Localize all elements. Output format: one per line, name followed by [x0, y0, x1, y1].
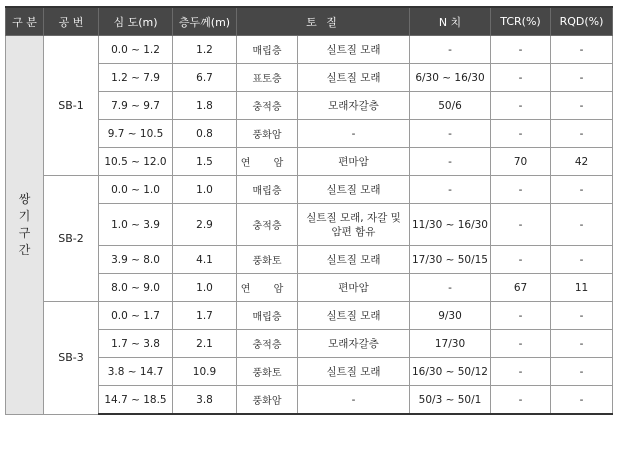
soil-description-cell: 실트질 모래	[298, 302, 410, 330]
header-n-value: N 치	[410, 7, 491, 36]
depth-cell: 1.7 ~ 3.8	[99, 330, 173, 358]
layer-cell: 매립층	[237, 302, 298, 330]
tcr-cell: -	[491, 246, 551, 274]
n-value-cell: -	[410, 274, 491, 302]
n-value-cell: -	[410, 36, 491, 64]
thickness-cell: 1.2	[173, 36, 237, 64]
rqd-cell: -	[551, 246, 613, 274]
depth-cell: 3.8 ~ 14.7	[99, 358, 173, 386]
n-value-cell: 11/30 ~ 16/30	[410, 204, 491, 246]
depth-cell: 1.2 ~ 7.9	[99, 64, 173, 92]
layer-cell: 연 암	[237, 274, 298, 302]
header-rqd: RQD(%)	[551, 7, 613, 36]
depth-cell: 7.9 ~ 9.7	[99, 92, 173, 120]
rqd-cell: -	[551, 358, 613, 386]
tcr-cell: -	[491, 302, 551, 330]
thickness-cell: 3.8	[173, 386, 237, 415]
header-soil: 토 질	[237, 7, 410, 36]
soil-description-cell: 실트질 모래	[298, 246, 410, 274]
depth-cell: 1.0 ~ 3.9	[99, 204, 173, 246]
tcr-cell: -	[491, 64, 551, 92]
header-depth: 심 도(m)	[99, 7, 173, 36]
n-value-cell: -	[410, 120, 491, 148]
soil-description-cell: 실트질 모래	[298, 36, 410, 64]
section-label: 쌍 기 구 간	[18, 191, 31, 257]
table-row	[6, 36, 613, 64]
header-thickness: 층두께(m)	[173, 7, 237, 36]
soil-description-cell: 실트질 모래	[298, 64, 410, 92]
soil-description-cell: -	[298, 386, 410, 415]
layer-cell: 풍화토	[237, 246, 298, 274]
table-row	[6, 176, 613, 204]
table-row	[6, 302, 613, 330]
tcr-cell: 67	[491, 274, 551, 302]
soil-description-cell: 실트질 모래, 자갈 및 암편 함유	[298, 204, 410, 246]
header-tcr: TCR(%)	[491, 7, 551, 36]
tcr-cell: -	[491, 36, 551, 64]
n-value-cell: 9/30	[410, 302, 491, 330]
depth-cell: 14.7 ~ 18.5	[99, 386, 173, 415]
rqd-cell: -	[551, 386, 613, 415]
rqd-cell: -	[551, 92, 613, 120]
header-section: 구 분	[6, 7, 44, 36]
thickness-cell: 1.8	[173, 92, 237, 120]
depth-cell: 0.0 ~ 1.2	[99, 36, 173, 64]
rqd-cell: -	[551, 302, 613, 330]
thickness-cell: 1.0	[173, 176, 237, 204]
borehole-id: SB-3	[44, 302, 99, 415]
tcr-cell: -	[491, 386, 551, 415]
thickness-cell: 1.0	[173, 274, 237, 302]
thickness-cell: 2.1	[173, 330, 237, 358]
n-value-cell: 17/30	[410, 330, 491, 358]
depth-cell: 3.9 ~ 8.0	[99, 246, 173, 274]
layer-cell: 표토층	[237, 64, 298, 92]
rqd-cell: -	[551, 36, 613, 64]
section-cell	[6, 36, 44, 415]
thickness-cell: 10.9	[173, 358, 237, 386]
rqd-cell: -	[551, 120, 613, 148]
n-value-cell: -	[410, 148, 491, 176]
soil-description-cell: 편마암	[298, 274, 410, 302]
thickness-cell: 2.9	[173, 204, 237, 246]
depth-cell: 0.0 ~ 1.7	[99, 302, 173, 330]
borehole-id: SB-1	[44, 36, 99, 176]
depth-cell: 8.0 ~ 9.0	[99, 274, 173, 302]
depth-cell: 10.5 ~ 12.0	[99, 148, 173, 176]
tcr-cell: -	[491, 204, 551, 246]
rqd-cell: 11	[551, 274, 613, 302]
header-hole: 공 번	[44, 7, 99, 36]
tcr-cell: -	[491, 358, 551, 386]
layer-cell: 충적층	[237, 204, 298, 246]
rqd-cell: -	[551, 64, 613, 92]
thickness-cell: 4.1	[173, 246, 237, 274]
thickness-cell: 1.7	[173, 302, 237, 330]
borehole-id: SB-2	[44, 176, 99, 302]
soil-description-cell: 실트질 모래	[298, 176, 410, 204]
layer-cell: 풍화암	[237, 120, 298, 148]
depth-cell: 0.0 ~ 1.0	[99, 176, 173, 204]
tcr-cell: 70	[491, 148, 551, 176]
soil-description-cell: 모래자갈층	[298, 330, 410, 358]
tcr-cell: -	[491, 176, 551, 204]
rqd-cell: -	[551, 204, 613, 246]
layer-cell: 풍화암	[237, 386, 298, 415]
rqd-cell: -	[551, 330, 613, 358]
header-row	[6, 7, 613, 36]
n-value-cell: 17/30 ~ 50/15	[410, 246, 491, 274]
tcr-cell: -	[491, 330, 551, 358]
thickness-cell: 0.8	[173, 120, 237, 148]
tcr-cell: -	[491, 120, 551, 148]
n-value-cell: 50/3 ~ 50/1	[410, 386, 491, 415]
layer-cell: 풍화토	[237, 358, 298, 386]
soil-description-cell: -	[298, 120, 410, 148]
depth-cell: 9.7 ~ 10.5	[99, 120, 173, 148]
soil-description-cell: 실트질 모래	[298, 358, 410, 386]
n-value-cell: 50/6	[410, 92, 491, 120]
borehole-table-container	[5, 6, 613, 415]
soil-description-cell: 모래자갈층	[298, 92, 410, 120]
n-value-cell: 16/30 ~ 50/12	[410, 358, 491, 386]
layer-cell: 매립층	[237, 176, 298, 204]
rqd-cell: 42	[551, 148, 613, 176]
layer-cell: 매립층	[237, 36, 298, 64]
n-value-cell: -	[410, 176, 491, 204]
n-value-cell: 6/30 ~ 16/30	[410, 64, 491, 92]
thickness-cell: 1.5	[173, 148, 237, 176]
layer-cell: 충적층	[237, 92, 298, 120]
layer-cell: 연 암	[237, 148, 298, 176]
soil-description-cell: 편마암	[298, 148, 410, 176]
layer-cell: 충적층	[237, 330, 298, 358]
borehole-summary-table	[5, 6, 613, 415]
tcr-cell: -	[491, 92, 551, 120]
thickness-cell: 6.7	[173, 64, 237, 92]
rqd-cell: -	[551, 176, 613, 204]
